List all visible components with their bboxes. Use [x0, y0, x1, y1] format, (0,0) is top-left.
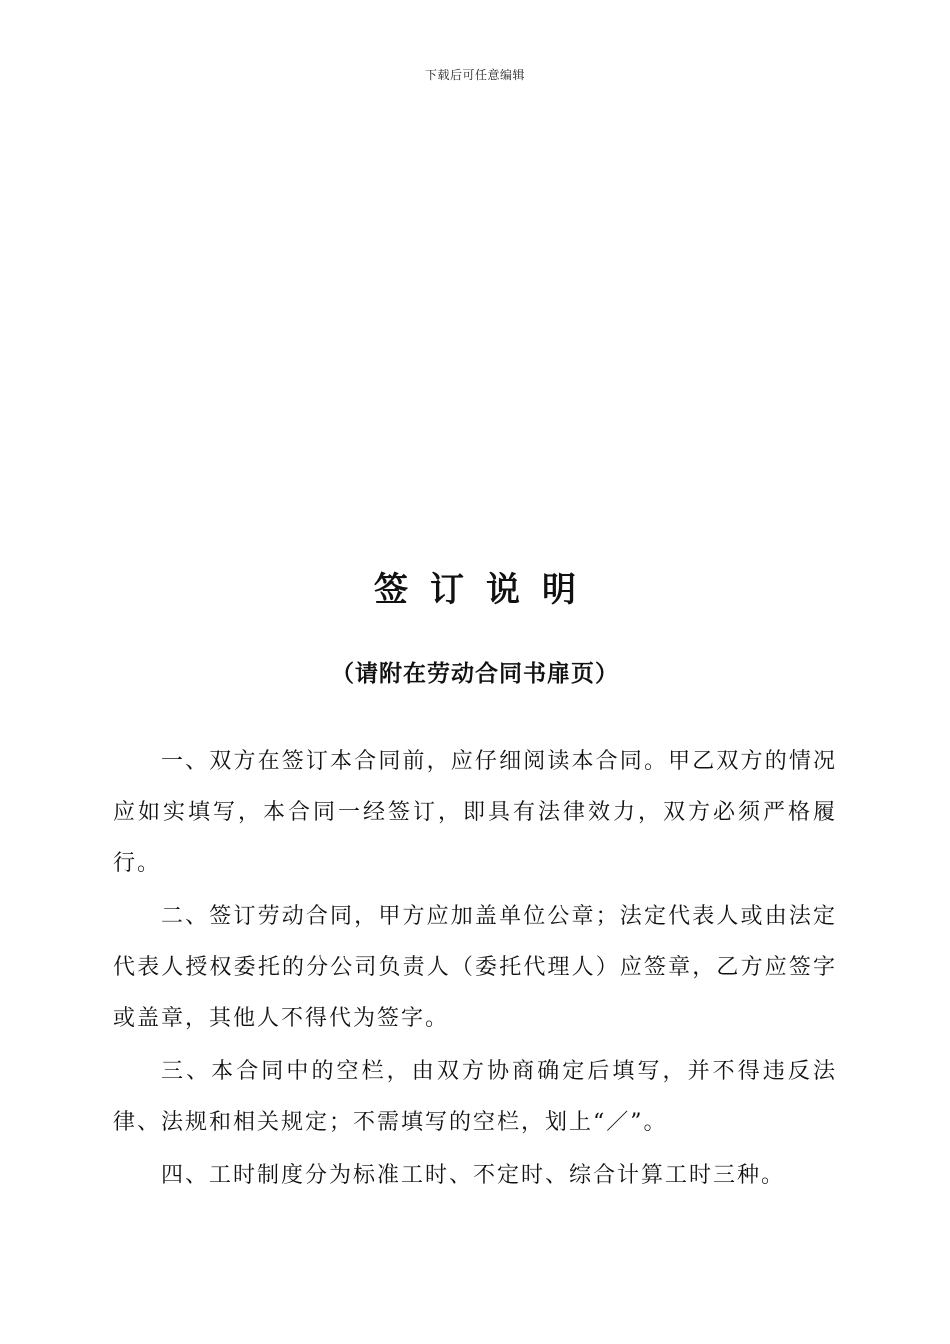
header-note: 下载后可任意编辑: [424, 68, 525, 82]
paragraph-4: 四、工时制度分为标准工时、不定时、综合计算工时三种。: [161, 1163, 786, 1188]
document-body: [113, 736, 837, 1203]
paragraph-2: 二、签订劳动合同，甲方应加盖单位公章；法定代表人或由法定代表人授权委托的分公司负责人（委托代理人）应签章，乙方应签字或盖章，其他人不得代为签字。: [113, 904, 837, 1031]
document-title: 签订说明: [374, 570, 598, 610]
paragraph-1: 一、双方在签订本合同前，应仔细阅读本合同。甲乙双方的情况应如实填写，本合同一经签订，即具有法律效力，双方必须严格履行。: [113, 749, 837, 876]
document-subtitle: （请附在劳动合同书扉页）: [331, 661, 619, 687]
paragraph-3: 三、本合同中的空栏，由双方协商确定后填写，并不得违反法律、法规和相关规定；不需填写的空栏，划上“／”。: [113, 1059, 837, 1135]
